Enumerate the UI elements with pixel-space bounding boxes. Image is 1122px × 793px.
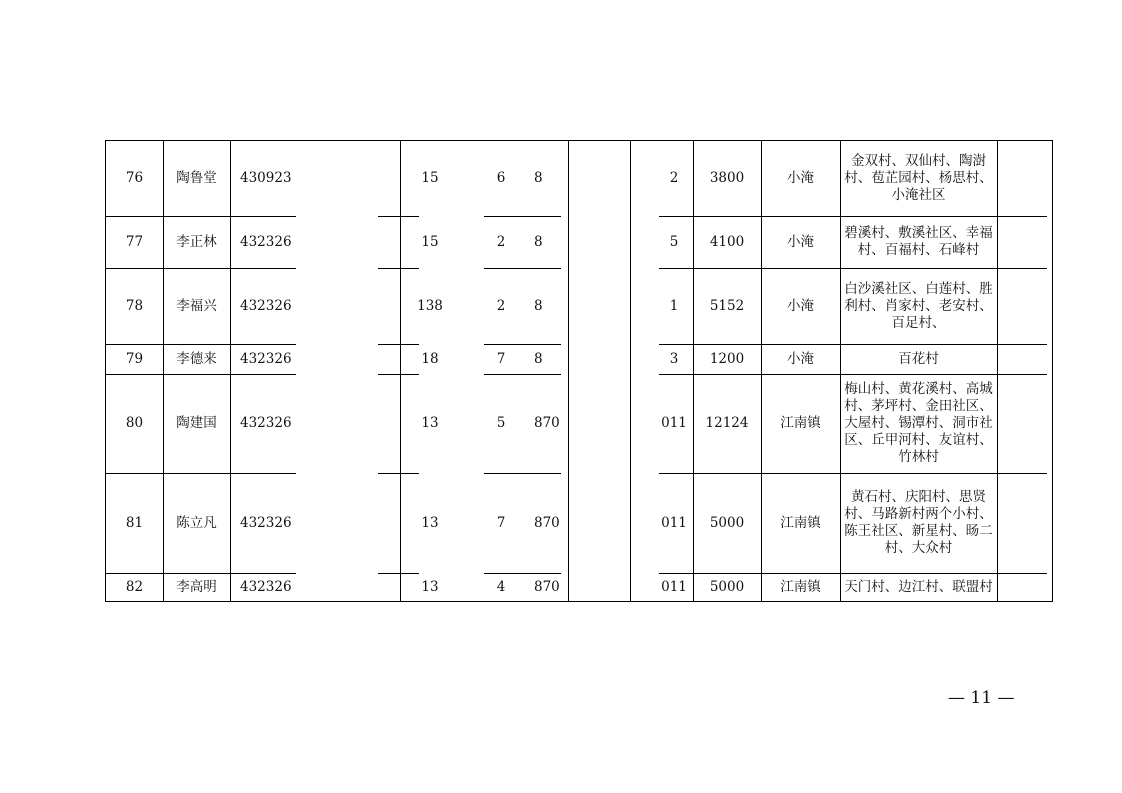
cell-code: 432326 bbox=[240, 579, 292, 595]
cell-c4: 13 bbox=[421, 514, 439, 531]
cell-c8: 1200 bbox=[709, 350, 745, 367]
cell-c4: 13 bbox=[421, 415, 439, 431]
cell-villages: 梅山村、黄花溪村、高城村、茅坪村、金田社区、大屋村、锡潭村、洞市社区、丘甲河村、友谊村、竹林村 bbox=[844, 381, 993, 465]
column-divider bbox=[230, 141, 231, 601]
cell-villages: 白沙溪社区、白莲村、胜利村、肖家村、老安村、百足村、 bbox=[844, 280, 993, 331]
cell-no: 80 bbox=[125, 415, 144, 431]
cell-c8: 5000 bbox=[709, 579, 745, 595]
cell-code: 432326 bbox=[240, 350, 292, 367]
cell-c5: 7 bbox=[496, 350, 506, 367]
page-number: — 11 — bbox=[948, 688, 1015, 708]
cell-town: 江南镇 bbox=[780, 415, 821, 431]
cell-name: 陶鲁堂 bbox=[176, 170, 217, 186]
cell-no: 81 bbox=[125, 514, 144, 531]
cell-c6: 8 bbox=[534, 233, 543, 250]
cell-no: 78 bbox=[125, 297, 144, 314]
cell-c8: 4100 bbox=[709, 233, 745, 250]
cell-c6: 870 bbox=[534, 514, 560, 531]
cell-name: 李高明 bbox=[176, 579, 217, 595]
data-table bbox=[105, 140, 1053, 602]
cell-villages: 天门村、边江村、联盟村 bbox=[844, 579, 993, 595]
cell-no: 82 bbox=[125, 579, 144, 595]
cell-town: 江南镇 bbox=[780, 579, 821, 595]
cell-no: 77 bbox=[125, 233, 144, 250]
cell-c5: 2 bbox=[496, 233, 506, 250]
cell-c6: 870 bbox=[534, 579, 560, 595]
cell-c6: 8 bbox=[534, 350, 543, 367]
cell-c8: 5000 bbox=[709, 514, 745, 531]
cell-code: 432326 bbox=[240, 514, 292, 531]
cell-c4: 15 bbox=[421, 233, 439, 250]
cell-town: 小淹 bbox=[787, 297, 814, 314]
cell-c7: 5 bbox=[669, 233, 679, 250]
cell-code: 432326 bbox=[240, 415, 292, 431]
cell-c5: 2 bbox=[496, 297, 506, 314]
cell-code: 432326 bbox=[240, 233, 292, 250]
cell-c5: 4 bbox=[496, 579, 506, 595]
cell-villages: 碧溪村、敷溪社区、幸福村、百福村、石峰村 bbox=[844, 225, 993, 258]
cell-c5: 5 bbox=[496, 415, 506, 431]
cell-c7: 011 bbox=[661, 415, 687, 431]
cell-villages: 黄石村、庆阳村、思贤村、马路新村两个小村、陈王社区、新星村、旸二村、大众村 bbox=[844, 489, 993, 556]
cell-c7: 011 bbox=[661, 579, 687, 595]
cell-c7: 011 bbox=[661, 514, 687, 531]
cell-name: 李正林 bbox=[176, 233, 217, 250]
cell-town: 江南镇 bbox=[780, 514, 821, 531]
cell-name: 陶建国 bbox=[176, 415, 217, 431]
cell-c5: 7 bbox=[496, 514, 506, 531]
cell-c4: 13 bbox=[421, 579, 439, 595]
cell-no: 76 bbox=[125, 170, 144, 186]
cell-town: 小淹 bbox=[787, 233, 814, 250]
cell-name: 李德来 bbox=[176, 350, 217, 367]
cell-c6: 8 bbox=[534, 170, 543, 186]
cell-c4: 18 bbox=[421, 350, 439, 367]
column-divider bbox=[630, 141, 631, 601]
cell-villages: 金双村、双仙村、陶澍村、苞芷园村、杨思村、小淹社区 bbox=[844, 153, 993, 203]
cell-c8: 3800 bbox=[709, 170, 745, 186]
cell-c7: 2 bbox=[669, 170, 679, 186]
cell-name: 李福兴 bbox=[176, 297, 217, 314]
cell-no: 79 bbox=[125, 350, 144, 367]
cell-name: 陈立凡 bbox=[176, 514, 217, 531]
cell-c4: 15 bbox=[421, 170, 439, 186]
cell-c4: 138 bbox=[417, 297, 443, 314]
cell-villages: 百花村 bbox=[898, 350, 939, 367]
cell-c6: 870 bbox=[534, 415, 560, 431]
cell-town: 小淹 bbox=[787, 170, 814, 186]
cell-c5: 6 bbox=[496, 170, 506, 186]
cell-c8: 5152 bbox=[709, 297, 745, 314]
cell-c7: 3 bbox=[669, 350, 679, 367]
cell-c8: 12124 bbox=[705, 415, 749, 431]
cell-c7: 1 bbox=[669, 297, 679, 314]
cell-town: 小淹 bbox=[787, 350, 814, 367]
cell-c6: 8 bbox=[534, 297, 543, 314]
cell-code: 430923 bbox=[240, 170, 292, 186]
cell-code: 432326 bbox=[240, 297, 292, 314]
column-divider bbox=[997, 141, 998, 601]
